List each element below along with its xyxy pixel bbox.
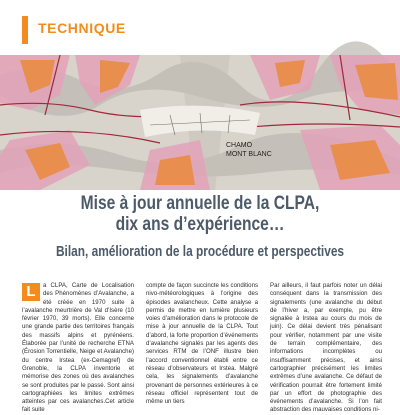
article-column-1 bbox=[22, 282, 134, 414]
section-accent-bar bbox=[22, 16, 28, 44]
article-column-2 bbox=[146, 282, 258, 406]
map-label-mont-blanc: MONT BLANC bbox=[226, 151, 272, 158]
article-subtitle: Bilan, amélioration de la procédure et perspectives bbox=[55, 244, 345, 260]
dropcap: L bbox=[22, 283, 40, 301]
title-line-1: Mise à jour annuelle de la CLPA, bbox=[80, 193, 320, 214]
article-title bbox=[52, 193, 347, 235]
column-1-text: a CLPA, Carte de Localisation des Phénomènes d’Avalanche, a été créée en 1970 suite à l’avalanche meurtrière de Val d’Isère (10 février 1970, 39 morts). Elle concerne une grande partie des territoires français des massifs alpins et pyrénéens. Élaborée par l’unité de recherche ETNA (Érosion Torrentielle, Neige et Avalanche) du centre Irstea (ex-Cemagref) de Grenoble, la CLPA inventorie et mémorise des zones où des avalanches se sont produites par le passé. Sont ainsi cartographiées les limites extrêmes atteintes par ces avalanches.Cet article fait suite bbox=[22, 282, 134, 414]
map-label-chamo: CHAMO bbox=[226, 142, 253, 149]
column-2-text: compte de façon succincte les conditions nivo-météorologiques à l’origine des épisodes avalancheux. Cette analyse a permis de mettre en lumière plusieurs voies d’amélioration dans le protocole de mise à jour annuelle de la CLPA. Tout d’abord, la forte proportion d’événements d’avalanche signalés par les agents des services RTM de l’ONF illustre bien l’accord conventionnel établi entre ce réseau d’observateurs et Irstea. Malgré cela, les signalements d’avalanche provenant de personnes extérieures à ce réseau officiel représentent tout de même un tiers bbox=[146, 282, 258, 406]
column-3-text: Par ailleurs, il faut parfois noter un délai conséquent dans la transmission des signalements (une avalanche du début de l’hiver a, par exemple, pu être signalée à Irstea au cours du mois de juin). Ce délai devient très pénalisant pour vérifier, notamment par une visite de terrain complémentaire, des informations incomplètes ou insuffisamment précises, et ainsi cartographier précisément les limites extrêmes d’une avalanche. Ce défaut de vérification pourrait être fortement limité par un effort de photographie des événements d’avalanche. Si l’on fait abstraction des mauvaises conditions ni- bbox=[270, 282, 382, 414]
title-line-2: dix ans d’expérience… bbox=[115, 214, 285, 235]
section-label: TECHNIQUE bbox=[38, 20, 126, 36]
map-illustration bbox=[0, 55, 400, 190]
clpa-map-image bbox=[0, 55, 400, 190]
article-body bbox=[22, 282, 382, 414]
article-column-3 bbox=[270, 282, 382, 414]
